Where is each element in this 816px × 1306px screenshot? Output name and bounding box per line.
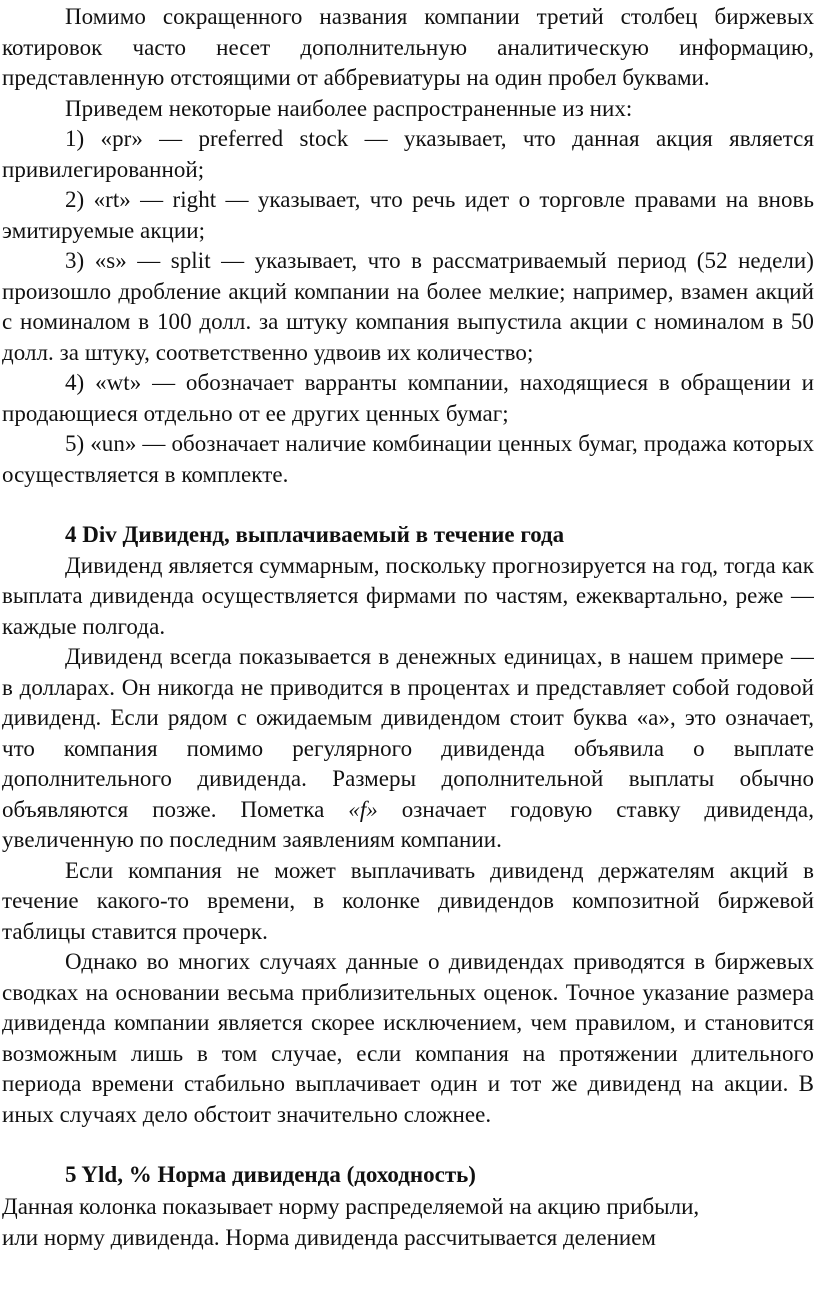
section-gap (2, 1130, 814, 1160)
paragraph-div-3: Если компания не может выплачивать дивиденд держателям акций в течение какого-то времени, в колонке дивидендов композитной биржевой таблицы ставится прочерк. (2, 857, 814, 944)
section-heading-yld: 5 Yld, % Норма дивиденда (доходность) (65, 1162, 476, 1187)
paragraph-div-2-after: означает годовую ставку дивиденда, увеличенную по последним заявлениям компании. (2, 796, 814, 852)
final-line-1: Данная колонка показывает норму распределяемой на акцию прибыли, (2, 1193, 700, 1219)
list-item-wt: 4) «wt» — обозначает варранты компании, находящиеся в обращении и продающиеся отдельно от ее других ценных бумаг; (2, 370, 814, 426)
paragraph-div-4: Однако во многих случаях данные о дивидендах приводятся в биржевых сводках на основании весьма приблизительных оценок. Точное указание размера дивиденда компании является скорее исключением, чем правилом, и становится возможным лишь в том случае, если компания на протяжении длительного периода времени стабильно выплачивает один и тот же дивиденд на акции. В иных случаях дело обстоит значительно сложнее. (2, 949, 814, 1127)
final-line-2: или норму дивиденда. Норма дивиденда рассчитывается делением (2, 1224, 656, 1250)
paragraph-div-1: Дивиденд является суммарным, поскольку прогнозируется на год, тогда как выплата дивиденда осуществляется фирмами по частям, ежеквартально, реже — каждые полгода. (2, 552, 814, 639)
document-page (2, 0, 814, 1306)
list-item-rt: 2) «rt» — right — указывает, что речь идет о торговле правами на вновь эмитируемые акции; (2, 187, 814, 243)
section-heading-div: 4 Div Дивиденд, выплачиваемый в течение года (65, 522, 565, 547)
paragraph-div-2-before: Дивиденд всегда показывается в денежных единицах, в нашем примере — в долларах. Он никогда не приводится в процентах и представляет собой годовой дивиденд. Если рядом с ожидаемым дивидендом стоит буква «а», это означает, что компания помимо регулярного дивиденда объявила о выплате дополнительного дивиденда. Размеры дополнительной выплаты обычно объявляются позже. Пометка (2, 644, 814, 822)
paragraph-div-2 (2, 642, 814, 856)
list-item-s: 3) «s» — split — указывает, что в рассматриваемый период (52 недели) произошло дробление акций компании на более мелкие; например, взамен акций с номиналом в 100 долл. за штуку компания выпустила акции с номиналом в 50 долл. за штуку, соответственно удвоив их количество; (2, 248, 814, 365)
section-gap (2, 490, 814, 520)
list-item-un: 5) «un» — обозначает наличие комбинации ценных бумаг, продажа которых осуществляется в комплекте. (2, 431, 814, 487)
paragraph-intro: Помимо сокращенного названия компании третий столбец биржевых котировок часто несет дополнительную аналитическую информацию, представленную отстоящими от аббревиатуры на один пробел буквами. (2, 4, 814, 90)
paragraph-list-intro: Приведем некоторые наиболее распространенные из них: (65, 95, 633, 121)
paragraph-div-2-italic: «f» (348, 796, 378, 822)
list-item-pr: 1) «pr» — preferred stock — указывает, что данная акция является привилегированной; (2, 126, 814, 182)
